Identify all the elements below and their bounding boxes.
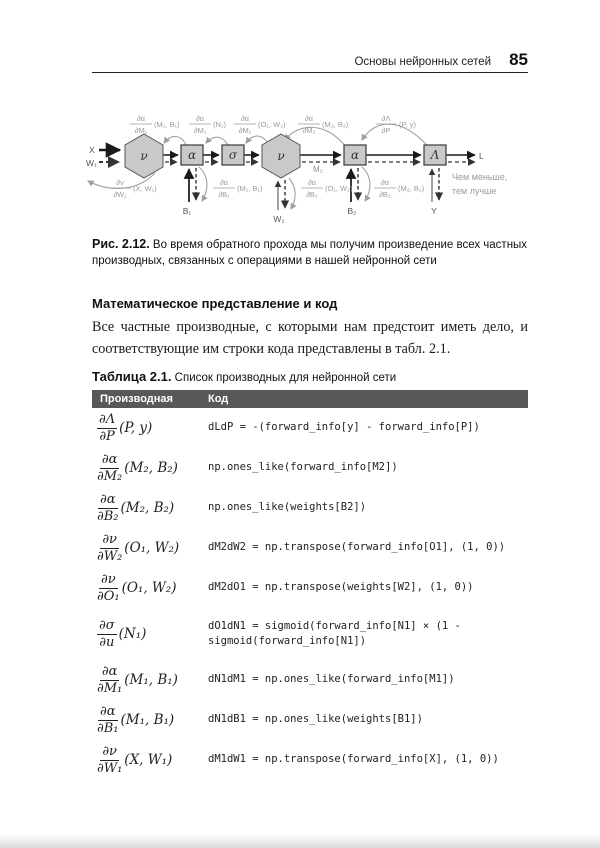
fraction-argument: (M₂, B₂) [120,500,175,516]
fraction-argument: (O₁, W₂) [124,540,180,556]
fraction-numerator: ∂ν [102,531,117,547]
deriv-arg: (N₁) [213,120,226,129]
column-header-derivative: Производная [100,393,173,405]
note-line2: тем лучше [452,186,497,196]
deriv-num: ∂α [136,114,146,123]
graph-nodes [125,134,446,178]
fraction-numerator: ∂α [101,663,118,679]
deriv-label [213,178,263,199]
fraction-denominator: ∂W₁ [97,760,123,776]
derivative-cell [92,453,208,483]
derivative-cell [92,705,208,735]
deriv-arg: (M₂, B₂) [398,184,425,193]
fraction-argument: (M₂, B₂) [124,460,178,476]
fraction-denominator: ∂M₂ [97,468,123,484]
figure-diagram [85,98,545,233]
table-row [92,488,528,528]
derivative-labels-top [130,114,416,135]
deriv-den: ∂B₁ [218,190,230,199]
derivative-labels-bottom [109,178,425,199]
derivative-fraction [97,573,120,603]
derivative-cell [92,533,208,563]
body-paragraph: Все частные производные, с которыми нам предстоит иметь дело, и соответствующие им строки кода представлены в табл. 2.1. [92,319,528,357]
table-row [92,408,528,448]
deriv-num: ∂α [195,114,205,123]
matmul-node-1-label: ν [140,149,148,163]
fraction-denominator: ∂P [99,428,115,444]
add-node-1-label: α [187,148,197,162]
deriv-num: ∂α [240,114,250,123]
deriv-den: ∂B₂ [306,190,318,199]
page-header [92,50,528,70]
fraction-denominator: ∂O₁ [97,588,120,604]
deriv-label [189,114,226,135]
derivative-cell [92,573,208,603]
figure-caption-text: Во время обратного прохода мы получим произведение всех частных производных, связанных с операциями в нашей нейронной сети [92,239,528,267]
fraction-numerator: ∂ν [100,571,116,587]
m2-line-label: M₂ [313,165,323,174]
input-y-label: Y [431,206,437,216]
fraction-denominator: ∂u [99,634,115,650]
output-l-label: L [479,151,484,161]
fraction-denominator: ∂W₂ [97,548,123,564]
derivative-cell [92,745,208,775]
column-header-code: Код [208,393,229,405]
fraction-numerator: ∂Λ [99,411,116,427]
table-row [92,448,528,488]
deriv-num: ∂Λ [381,114,391,123]
fraction-argument: (X, W₁) [124,752,173,768]
derivative-fraction [97,665,122,695]
fraction-numerator: ∂σ [99,617,115,633]
deriv-arg: (P, y) [399,120,416,129]
input-w2-label: W₂ [273,214,285,224]
table-header-row [92,390,528,408]
fraction-argument: (P, y) [119,420,153,436]
derivative-cell [92,493,208,523]
code-cell: dM1dW1 = np.transpose(forward_info[X], (1, 0)) [208,753,499,766]
derivative-cell [92,619,208,649]
deriv-arg: (O₁, W₂) [258,120,286,129]
table-caption-text: Список производных для нейронной сети [171,372,397,384]
fraction-numerator: ∂α [99,491,116,507]
deriv-num: ∂α [219,178,229,187]
deriv-arg: (M₂, B₂) [322,120,349,129]
code-cell: dN1dB1 = np.ones_like(weights[B1]) [208,713,423,726]
input-x-label: X [89,145,95,155]
deriv-num: ∂ν [116,178,124,187]
code-cell: dO1dN1 = sigmoid(forward_info[N1] × (1 - sigmoid(forward_info[N1]) [208,619,461,647]
code-cell: dN1dM1 = np.ones_like(forward_info[M1]) [208,673,455,686]
derivative-cell [92,665,208,695]
table-row [92,700,528,740]
deriv-num: ∂α [380,178,390,187]
add-node-2-label: α [350,148,360,162]
fraction-argument: (O₁, W₂) [121,580,177,596]
code-cell: dLdP = -(forward_info[y] - forward_info[P]) [208,421,480,434]
derivatives-table [92,390,528,780]
sigmoid-node-label: σ [228,148,238,162]
derivative-fraction [97,453,122,483]
loss-node-label: Λ [430,148,440,162]
deriv-den: ∂W₁ [113,190,127,199]
table-row [92,660,528,700]
header-rule [92,72,528,73]
table-row [92,608,528,660]
note-line1: Чем меньше, [452,172,508,182]
table-caption [92,369,528,384]
fraction-denominator: ∂B₂ [97,508,119,524]
derivative-fraction [97,619,117,649]
fraction-numerator: ∂ν [102,743,117,759]
deriv-num: ∂α [307,178,317,187]
deriv-arg: (X, W₁) [133,184,157,193]
deriv-arg: (M₁, B₁) [154,120,180,129]
fraction-numerator: ∂α [99,703,116,719]
running-title: Основы нейронных сетей [354,56,492,68]
table-row [92,740,528,780]
deriv-label [301,178,353,199]
fraction-argument: (M₁, B₁) [120,712,175,728]
code-cell: dM2dO1 = np.transpose(weights[W2], (1, 0)) [208,581,474,594]
derivative-fraction [97,705,119,735]
deriv-den: ∂M₁ [193,126,207,135]
code-cell: np.ones_like(forward_info[M2]) [208,461,398,474]
deriv-den: ∂M₂ [302,126,316,135]
derivative-fraction [97,533,122,563]
deriv-num: ∂α [304,114,314,123]
derivative-cell [92,413,208,443]
derivative-fraction [97,745,122,775]
input-b1-label: B₁ [182,206,192,216]
table-row [92,568,528,608]
table-row [92,528,528,568]
matmul-node-2-label: ν [277,149,285,163]
deriv-arg: (O₁, W₂) [325,184,353,193]
fraction-argument: (N₁) [118,626,147,642]
page-bottom-edge [0,834,600,848]
deriv-label [298,114,349,135]
derivative-fraction [97,413,117,443]
deriv-label [234,114,286,135]
deriv-den: ∂P [381,126,391,135]
deriv-den: ∂B₂ [379,190,391,199]
code-cell: np.ones_like(weights[B2]) [208,501,367,514]
deriv-arg: (M₁, B₁) [237,184,263,193]
section-heading: Математическое представление и код [92,296,338,311]
fraction-argument: (M₁, B₁) [124,672,178,688]
deriv-den: ∂M₁ [238,126,252,135]
fraction-denominator: ∂M₁ [97,680,123,696]
fraction-numerator: ∂α [101,451,118,467]
deriv-den: ∂M₁ [134,126,148,135]
input-w1-label: W₁ [86,158,97,168]
figure-caption [92,236,532,269]
page-number: 85 [509,50,528,69]
derivative-fraction [97,493,119,523]
fraction-denominator: ∂B₁ [97,720,119,736]
table-caption-label: Таблица 2.1. [92,369,172,384]
code-cell: dM2dW2 = np.transpose(forward_info[O1], (1, 0)) [208,541,506,554]
deriv-label [130,114,180,135]
deriv-label [374,178,425,199]
input-b2-label: B₂ [347,206,357,216]
figure-caption-label: Рис. 2.12. [92,237,150,251]
